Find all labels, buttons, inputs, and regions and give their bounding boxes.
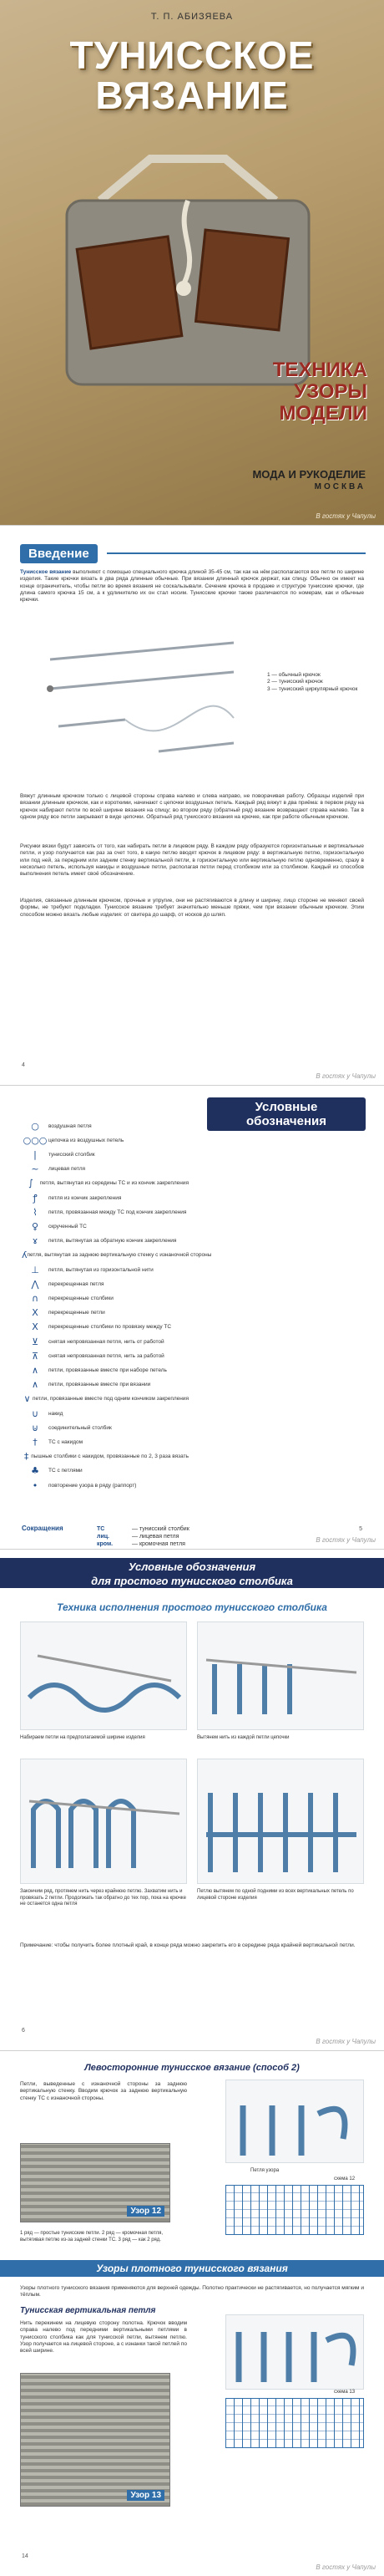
legend-row (22, 1421, 189, 1434)
stitch-symbol-icon: X (32, 1321, 38, 1333)
pattern-13-sample (20, 2373, 170, 2507)
legend-label: перекрещенные петли (48, 1310, 105, 1316)
simple-subhead: Техника исполнения простого тунисского столбика (57, 1601, 327, 1613)
watermark: В гостях у Чапулы (316, 1536, 376, 1544)
step-2-caption: Вытянем нить из каждой петли цепочки (197, 1735, 290, 1740)
intro-page (0, 525, 384, 1085)
step-4-illustration (197, 1759, 364, 1884)
legend-row (22, 1321, 189, 1334)
scheme-12-label: схема 12 (334, 2176, 356, 2181)
header-rule (107, 552, 366, 554)
legend-label: накид (48, 1410, 63, 1417)
step-2-illustration (197, 1621, 364, 1730)
legend-row (22, 1363, 189, 1377)
stitch-symbol-icon: ∧ (31, 1379, 39, 1391)
legend-row (22, 1191, 189, 1204)
stitch-symbol-icon: ∩ (31, 1292, 39, 1304)
step-1-caption: Набираем петли на предполагаемой ширине изделия (20, 1735, 145, 1740)
stitch-symbol-icon: ⊍ (31, 1422, 39, 1433)
stitch-symbol-icon: ⋀ (31, 1278, 39, 1290)
legend-row (22, 1219, 189, 1233)
simple-note: Примечание: чтобы получить более плотный край, в конце ряда можно закрепить его в середине ряда крайней вертикальной петли. (20, 1942, 356, 1948)
legend-label: петля, вытянутая за обратную кончик закрепления (48, 1238, 177, 1245)
pattern-12-sample (20, 2143, 170, 2222)
legend-row (22, 1249, 212, 1262)
book-title: ТУНИССКОЕ ВЯЗАНИЕ (69, 33, 315, 117)
pattern-13-tag: Узор 13 (127, 2490, 164, 2501)
legend-row (22, 1163, 189, 1176)
legend-row (22, 1133, 189, 1147)
pattern-12-rows: 1 ряд — простые тунисские петли. 2 ряд — кромочная петля, вытягивая петлю из-за задней стенки ТС. 3 ряд — как 2 ряд. (20, 2231, 164, 2243)
legend-row (22, 1205, 189, 1219)
watermark: В гостях у Чапулы (316, 2563, 376, 2571)
stitch-symbol-icon: ∫ (28, 1178, 33, 1189)
author-name: Т. П. АБИЗЯЕВА (150, 12, 234, 22)
legend-label: петля, вытянутая из горизонтальной нити (48, 1266, 154, 1273)
stitch-symbol-icon: • (32, 1479, 38, 1491)
legend-label: скрученный ТС (48, 1223, 87, 1229)
legend-row (22, 1392, 189, 1406)
legend-row (22, 1177, 189, 1190)
watermark: В гостях у Чапулы (316, 1072, 376, 1080)
legend-label: тунисский столбик (48, 1151, 95, 1158)
section-2-text: Узоры плотного тунисского вязания применяются для верхней одежды. Полотно практически не растягивается, но получается мягким и тёплым. (20, 2285, 364, 2299)
page-number: 4 (22, 1062, 25, 1068)
hooks-illustration (33, 626, 250, 776)
legend-row (22, 1263, 189, 1276)
watermark: В гостях у Чапулы (316, 2038, 376, 2045)
stitch-symbol-icon: | (33, 1148, 37, 1160)
cover-subtitle: ТЕХНИКА УЗОРЫ МОДЕЛИ (272, 359, 367, 425)
section-1-header: Левосторонние тунисское вязание (способ 2) (84, 2063, 300, 2073)
simple-banner: Условные обозначения для простого тунисского столбика (0, 1558, 384, 1588)
legend-label: перекрещенные столбики по провязку между ТС (48, 1324, 172, 1331)
legend-label: цепочка из воздушных петель (48, 1137, 124, 1143)
legend-label: снятая непровязанная петля, нить за работой (48, 1352, 164, 1359)
stitch-symbol-icon: ∪ (31, 1408, 39, 1419)
stitch-symbol-icon: ʎ (22, 1250, 28, 1261)
legend-label: петля, провязанная между ТС под кончик закрепления (48, 1209, 187, 1215)
scheme-13-label: схема 13 (334, 2390, 356, 2395)
legend-row (22, 1450, 189, 1464)
step-1-illustration (20, 1621, 187, 1730)
legend-label: петли, провязанные вместе под одним кончиком закрепления (33, 1396, 189, 1403)
stitch-symbol-icon: ○○○ (23, 1134, 48, 1146)
intro-header: Введение (20, 544, 98, 563)
loop-illustration-1 (225, 2080, 364, 2163)
stitch-symbol-icon: ♣ (31, 1465, 39, 1477)
legend-row (22, 1119, 189, 1133)
abbreviation-item: кром. — кромочная петля (97, 1541, 185, 1547)
legend-row (22, 1435, 189, 1448)
legend-label: петли, провязанные вместе при наборе петель (48, 1367, 167, 1373)
legend-label: перекрещенные столбики (48, 1295, 114, 1301)
legend-row (22, 1378, 189, 1392)
stitch-symbol-icon: ⊻ (31, 1336, 39, 1347)
scheme-12-grid (225, 2185, 364, 2235)
abbreviation-item: ТС — тунисский столбик (97, 1526, 189, 1532)
section-1-text: Петли, выведенные с изнаночной стороны за заднюю вертикальную стенку. Вводим крючок за заднюю вертикальную стенку ТС с изнаночной стороны. (20, 2081, 187, 2101)
stitch-symbol-icon: ꝭ (33, 1192, 38, 1204)
legend-row (22, 1464, 189, 1478)
legend-page (0, 1085, 384, 1549)
step-4-caption: Петлю вытянем по одной подними из всех вертикальных петель по лицевой стороне изделия (197, 1889, 354, 1901)
legend-label: петля, вытянутая из середины ТС и из кончик закрепления (39, 1180, 189, 1187)
scheme-13-grid (225, 2398, 364, 2448)
legend-row (22, 1235, 189, 1248)
hook-callouts: 1 — обычный крючок 2 — тунисский крючок 3 — тунисский циркулярный крючок (267, 672, 358, 692)
stitch-symbol-icon: ~ (31, 1163, 39, 1175)
intro-paragraph-3: Рисунки вязки будут зависеть от того, как набирать петли в лицевом ряду. В каждом ряду образуются горизонтальные и вертикальные петли, и узор получается как раз за счет того, в какую петлю вводят крючок в лицевом ряду: в вертикальную петлю, горизонтальную или под ней, за передним или задним стенку вертикальной петли, в горизонтальную или вертикальную петлю одновременно, сразу в несколько петель, используя накиды и воздушные петли, располагая петли перед столбиком или за столбиком. Каждый из способов выполнения петель имеет своё обозначение. (20, 843, 364, 878)
intro-paragraph-1: Тунисское вязание выполняют с помощью специального крючка длиной 35-45 см, так как на нём располагаются все петли по ширине изделия. Такие крючки вязать в два ряда длинные обычные. При вязании длинный крючок держат, как спицу. Обычно он имеет на конце ограничитель, чтобы петли во время вязания не соскальзывали. Сечение крючка в продаже и структуре тунисские крючки, где длина самого крючка 15 см, а к удлинителю их он стал носим. Тунисские крючки также различаются по номерам, как и обычные крючки. (20, 569, 364, 603)
intro-paragraph-4: Изделия, связанные длинным крючком, прочные и упругие, они не растягиваются в длину и ширину, лицо стороне не меняют своей формы, не требуют подкладки. Тунисское вязание требует значительно меньше пряжи, чем при вязании обычным крючком. Этим способом можно вязать любые изделия: от свитера до шарф, от носков до шляп. (20, 898, 364, 918)
legend-label: ТС с накидом (48, 1438, 83, 1445)
page-number: 14 (22, 2553, 28, 2559)
legend-row (22, 1349, 189, 1362)
abbreviations: Сокращения ТС — тунисский столбик лиц. — лицевая петля кром. — кромочная петля (22, 1525, 272, 1563)
legend-row (22, 1277, 189, 1291)
stitch-symbol-icon: X (32, 1307, 38, 1319)
legend-label: петли, провязанные вместе при вязании (48, 1382, 151, 1388)
stitch-symbol-icon: ♀ (31, 1220, 39, 1232)
legend-row (22, 1306, 189, 1320)
stitch-symbol-icon: ⊥ (31, 1264, 39, 1275)
step-3-illustration (20, 1759, 187, 1884)
legend-label: перекрещенная петля (48, 1280, 104, 1287)
book-cover (0, 0, 384, 525)
legend-row (22, 1407, 189, 1420)
vertical-loop-text: Нить перекинем на лицевую сторону полотна. Крючок вводим справа налево под передними вертикальными петлями в тунисского столбика как для тунисской петли, вытянем петлю. Узор получается на лицевой стороне, а с изнанки такой петлей по всей ширине. (20, 2320, 187, 2355)
stitch-symbol-icon: ⊼ (31, 1350, 39, 1362)
abbreviation-item: лиц. — лицевая петля (97, 1534, 179, 1540)
legend-label: лицевая петля (48, 1166, 86, 1173)
legend-label: ТС с петлями (48, 1468, 83, 1474)
legend-row (22, 1335, 189, 1348)
vertical-loop-subhead: Тунисская вертикальная петля (20, 2306, 156, 2315)
legend-label: воздушная петля (48, 1123, 92, 1129)
dense-patterns-page (0, 2050, 384, 2576)
stitch-symbol-icon: † (33, 1436, 38, 1448)
page-number: 6 (22, 2028, 25, 2034)
legend-label: соединительный столбик (48, 1424, 112, 1431)
stitch-symbol-icon: ∨ (23, 1393, 31, 1405)
loop-label: Петля узора (250, 2168, 280, 2173)
watermark: В гостях у Чапулы (316, 512, 376, 520)
legend-label: петля, вытянутая за заднюю вертикальную стенку с изнаночной стороны (27, 1252, 212, 1259)
simple-stitch-page (0, 1549, 384, 2050)
step-3-caption: Закончим ряд, протянем нить через крайнюю петлю. Захватим нить и провязать 2 петли. Продолжать так обратно до тех пор, пока на крючке не останется одна петля (20, 1889, 186, 1907)
legend-row (22, 1479, 189, 1492)
loop-illustration-2 (225, 2314, 364, 2390)
publisher: МОДА И РУКОДЕЛИЕ МОСКВА (252, 468, 366, 491)
legend-header: Условные обозначения (207, 1097, 366, 1131)
legend-label: повторение узора в ряду (раппорт) (48, 1482, 137, 1489)
legend-row (22, 1291, 189, 1305)
stitch-symbol-icon: ⌇ (33, 1206, 38, 1218)
stitch-symbol-icon: ○ (31, 1120, 39, 1132)
pattern-12-tag: Узор 12 (127, 2206, 164, 2217)
section-2-banner: Узоры плотного тунисского вязания (0, 2260, 384, 2277)
legend-label: снятая непровязанная петля, нить от работой (48, 1338, 164, 1345)
legend-row (22, 1148, 189, 1161)
stitch-symbol-icon: ∧ (31, 1364, 39, 1376)
legend-label: петля из кончик закрепления (48, 1194, 122, 1201)
legend-label: пышные столбики с накидом, провязанные по 2, 3 раза вязать (31, 1453, 189, 1460)
intro-paragraph-2: Вяжут длинным крючком только с лицевой стороны справа налево и слева направо, не поворачивая работу. Образцы изделий при вязании длинным крючком, как и короткими, начинают с цепочки воздушных петель. Каждый ряд вяжут в два приёма: в первом ряду на крючок набирают петли по всей ширине вязания на спицу; во втором ряду (обратный ряд) вязание возвращают справа налево. Так в одном ряду все петли закрывают в виде цепочки. Обратный ряд тунисского вязания на крючке, как при работе обычным крючком. (20, 793, 364, 820)
page-number: 5 (359, 1526, 362, 1532)
stitch-symbol-icon: ‡ (23, 1451, 29, 1463)
stitch-symbol-icon: ɤ (32, 1235, 38, 1247)
